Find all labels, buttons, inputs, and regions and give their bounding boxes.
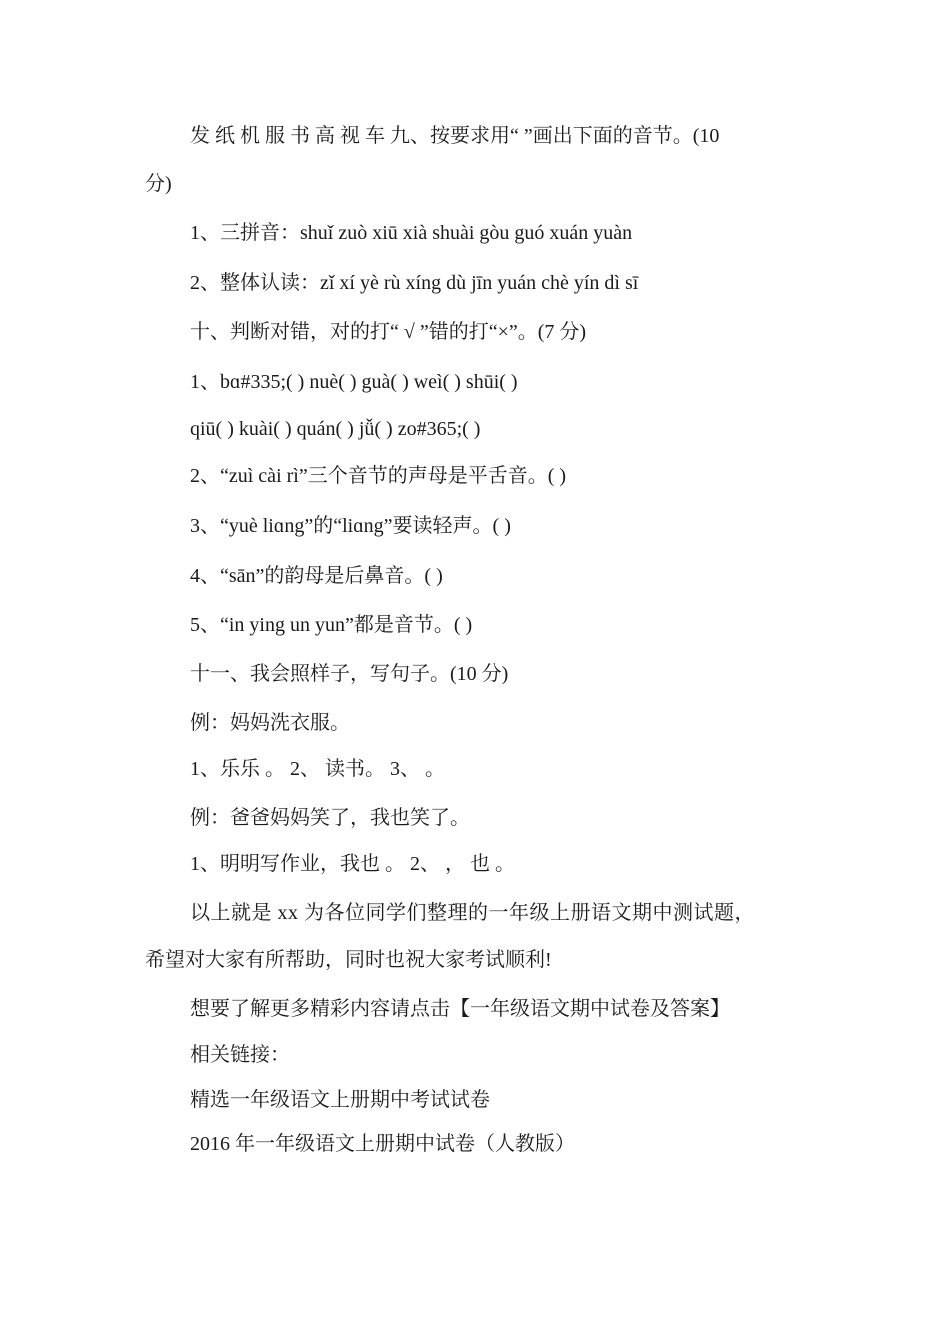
line-nine-heading-cont: 分) [145, 173, 172, 195]
line-example-2-answers: 1、明明写作业，我也 。 2、 ， 也 。 [190, 853, 515, 875]
line-whole-reading: 2、整体认读：zǐ xí yè rù xíng dù jīn yuán chè yín dì sī [190, 272, 639, 294]
line-ten-item-4: 4、“sān”的韵母是后鼻音。( ) [190, 565, 443, 587]
line-closing-2: 希望对大家有所帮助，同时也祝大家考试顺利! [145, 949, 552, 971]
line-ten-heading: 十、判断对错，对的打“ √ ”错的打“×”。(7 分) [190, 321, 587, 343]
line-ten-item-1a: 1、bɑ#335;( ) nuè( ) guà( ) weì( ) shūi( ) [190, 371, 518, 393]
line-nine-heading: 发 纸 机 服 书 高 视 车 九、按要求用“ ”画出下面的音节。(10 [190, 125, 720, 147]
line-example-1: 例：妈妈洗衣服。 [190, 712, 350, 734]
line-closing-1: 以上就是 xx 为各位同学们整理的一年级上册语文期中测试题， [190, 902, 755, 924]
related-link-1[interactable]: 精选一年级语文上册期中考试试卷 [190, 1089, 490, 1111]
line-example-1-answers: 1、乐乐 。 2、 读书。 3、 。 [190, 758, 445, 780]
line-related-links-label: 相关链接： [190, 1044, 290, 1066]
line-more-content-link[interactable]: 想要了解更多精彩内容请点击【一年级语文期中试卷及答案】 [190, 998, 730, 1020]
line-ten-item-3: 3、“yuè liɑng”的“liɑng”要读轻声。( ) [190, 515, 511, 537]
related-link-2[interactable]: 2016 年一年级语文上册期中试卷（人教版） [190, 1133, 575, 1155]
line-example-2: 例：爸爸妈妈笑了，我也笑了。 [190, 807, 470, 829]
line-three-pinyin: 1、三拼音：shuǐ zuò xiū xià shuài gòu guó xuán yuàn [190, 222, 633, 244]
line-eleven-heading: 十一、我会照样子，写句子。(10 分) [190, 663, 509, 685]
line-ten-item-1b: qiū( ) kuài( ) quán( ) jǚ( ) zo#365;( ) [190, 418, 481, 440]
line-ten-item-5: 5、“in ying un yun”都是音节。( ) [190, 614, 473, 636]
line-ten-item-2: 2、“zuì cài rì”三个音节的声母是平舌音。( ) [190, 465, 567, 487]
